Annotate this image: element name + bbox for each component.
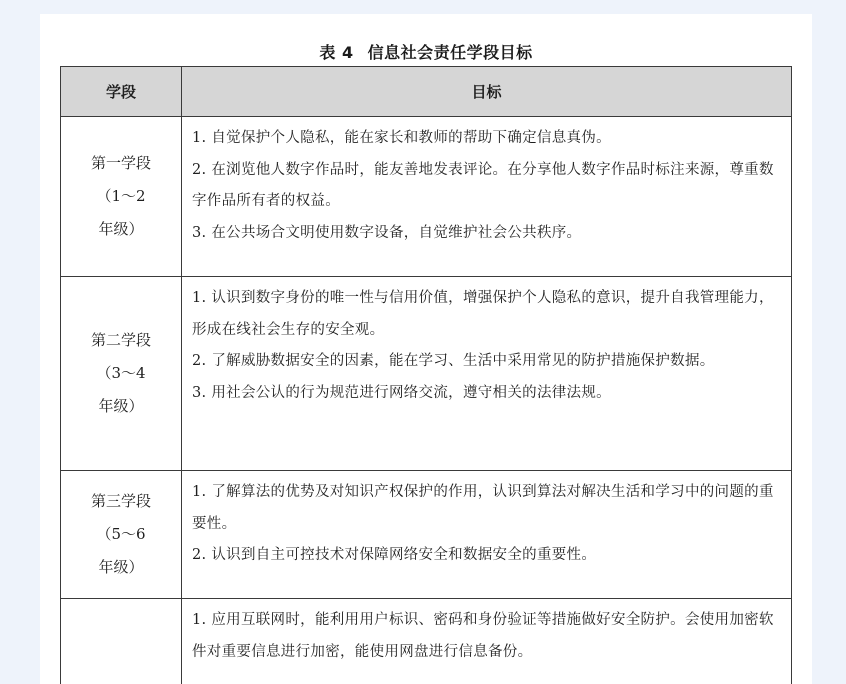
goal-item: 1. 认识到数字身份的唯一性与信用价值，增强保护个人隐私的意识，提升自我管理能力，形成在线社会生存的安全观。 (192, 290, 774, 338)
goal-item: 3. 用社会公认的行为规范进行网络交流，遵守相关的法律法规。 (192, 384, 611, 401)
stage-grades: （1～2 (96, 187, 146, 205)
header-stage: 学段 (61, 67, 182, 117)
stage-cell (61, 471, 182, 599)
table-row (61, 599, 792, 684)
table-title: 信息社会责任学段目标 (367, 43, 533, 62)
stage-goals-table (60, 66, 792, 684)
stage-grades: （5～6 (96, 525, 146, 543)
stage-grades-end: 年级） (98, 220, 144, 238)
goal-item: 3. 在公共场合文明使用数字设备，自觉维护社会公共秩序。 (192, 224, 582, 241)
stage-name: 第二学段 (90, 331, 151, 349)
goal-cell (182, 471, 792, 599)
stage-cell (61, 277, 182, 471)
goal-item: 1. 自觉保护个人隐私，能在家长和教师的帮助下确定信息真伪。 (192, 130, 611, 146)
stage-cell (61, 117, 182, 277)
stage-grades-end: 年级） (98, 397, 144, 415)
table-row (61, 117, 792, 277)
goal-cell (182, 599, 792, 684)
stage-name: 第三学段 (90, 492, 151, 510)
goal-cell (182, 277, 792, 471)
stage-cell (61, 599, 182, 684)
goal-item: 2. 认识到自主可控技术对保障网络安全和数据安全的重要性。 (192, 547, 597, 563)
header-goal: 目标 (182, 67, 792, 117)
table-row (61, 277, 792, 471)
stage-name: 第一学段 (90, 154, 151, 172)
table-number: 表 4 (319, 43, 354, 62)
goal-item: 2. 在浏览他人数字作品时，能友善地发表评论。在分享他人数字作品时标注来源，尊重数字作品所有者的权益。 (192, 161, 774, 209)
table-header-row (61, 67, 792, 117)
document-page (40, 14, 812, 684)
goal-item: 2. 了解威胁数据安全的因素，能在学习、生活中采用常见的防护措施保护数据。 (192, 353, 715, 369)
stage-grades: （3～4 (96, 364, 146, 382)
table-caption (40, 40, 812, 63)
goal-item: 1. 应用互联网时，能利用用户标识、密码和身份验证等措施做好安全防护。会使用加密软件对重要信息进行加密，能使用网盘进行信息备份。 (192, 612, 774, 660)
goal-item: 1. 了解算法的优势及对知识产权保护的作用，认识到算法对解决生活和学习中的问题的重要性。 (192, 484, 774, 532)
stage-grades-end: 年级） (98, 558, 144, 576)
goal-cell (182, 117, 792, 277)
table-row (61, 471, 792, 599)
